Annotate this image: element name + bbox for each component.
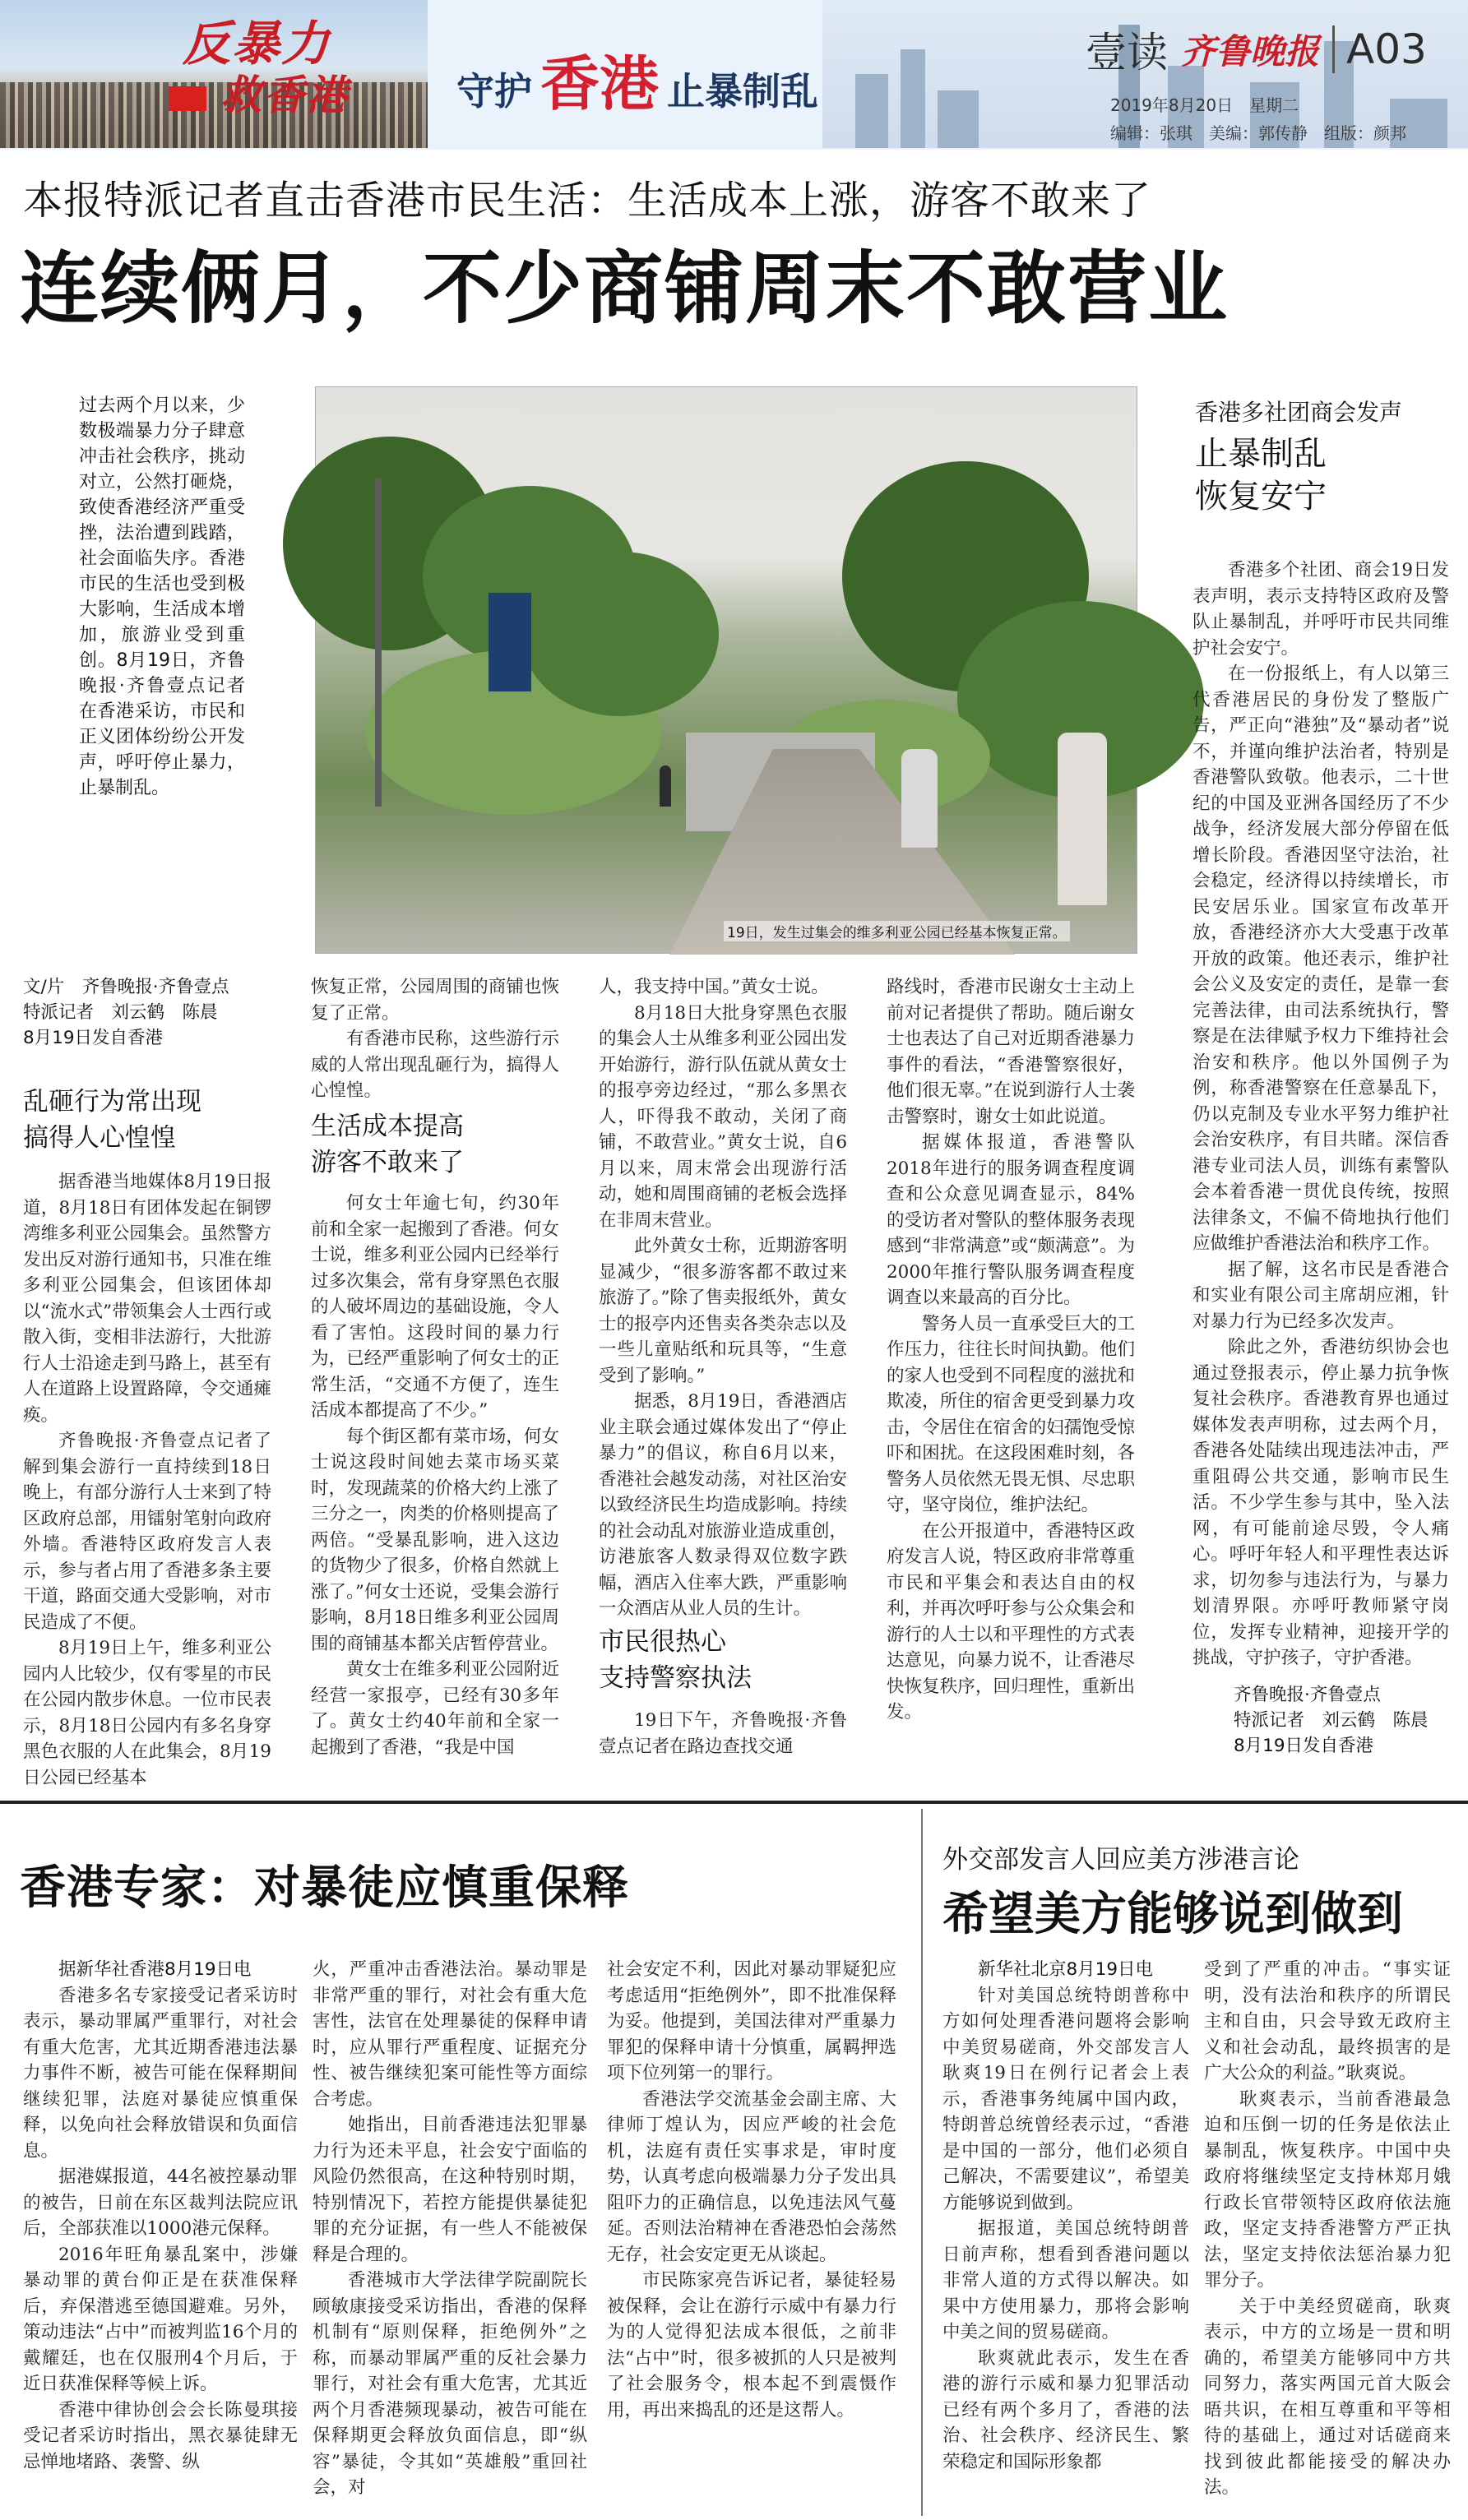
paragraph: 恢复正常，公园周围的商铺也恢复了正常。 — [311, 977, 559, 1024]
paragraph: 社会安定不利，因此对暴动罪疑犯应考虑适用“拒绝例外”，即不批准保释为妥。他提到，美国法律对严重暴力罪犯的保释申请十分慎重，属羁押选项下位列第一的罪行。 — [607, 1959, 896, 2083]
paragraph: 人，我支持中国。”黄女士说。 — [599, 977, 829, 997]
slogan — [456, 36, 818, 127]
lead-column-2 — [311, 1191, 559, 1759]
paragraph: 香港多名专家接受记者采访时表示，暴动罪属严重罪行，对社会有重大危害，尤其近期香港违法暴力事件不断，被告可能在保释期间继续犯罪，法庭对暴徒应慎重保释，以免向社会释放错误和负面信息。 — [23, 1985, 298, 2162]
page-header — [1086, 16, 1464, 82]
newspaper-logo: 齐鲁晚报 — [1181, 31, 1320, 72]
page-number: A03 — [1332, 25, 1427, 73]
story3-kicker: 外交部发言人回应美方涉港言论 — [942, 1845, 1299, 1875]
paragraph: 据媒体报道，香港警队2018年进行的服务调查程度调查和公众意见调查显示，84%的受访者对警队的整体服务表现感到“非常满意”或“颇满意”。为2000年推行警队服务调查程度调查以来最高的百分比。 — [887, 1132, 1135, 1308]
lead-column-3 — [599, 974, 847, 1619]
subhead-3 — [599, 1624, 752, 1696]
story2-headline: 香港专家：对暴徒应慎重保释 — [20, 1861, 629, 1915]
paragraph: 受到了严重的冲击。“事实证明，没有法治和秩序的所谓民主和自由，只会导致无政府主义和社会动乱，最终损害的是广大公众的利益。”耿爽说。 — [1204, 1959, 1451, 2083]
paragraph: 8月18日大批身穿黑色衣服的集会人士从维多利亚公园出发开始游行，游行队伍就从黄女士的报亭旁边经过，“那么多黑衣人，吓得我不敢动，关闭了商铺，不敢营业。”黄女士说，自6月以来，周末常会出现游行活动，她和周围商铺的老板会选择在非周末营业。 — [599, 1002, 847, 1231]
flag-icon — [169, 86, 206, 111]
lead-column-4 — [887, 974, 1135, 1759]
sidebar-headline: 止暴制乱 — [1195, 435, 1327, 473]
subhead-2 — [311, 1108, 464, 1181]
slogan-prefix: 守护 — [456, 69, 532, 113]
story2-column-2 — [313, 1957, 587, 2516]
paragraph: 在一份报纸上，有人以第三代香港居民的身份发了整版广告，严正向“港独”及“暴动者”说不，并谨向维护法治者，特别是香港警队致敬。他表示，二十世纪的中国及亚洲各国经历了不少战争，经济发展大部分停留在低增长阶段。香港因坚守法治，社会稳定，经济得以持续增长，市民安居乐业。国家宣布改革开放，香港经济亦大大受惠于改革开放的政策。他还表示，维护社会公义及安定的责任，是靠一套完善法律，由司法系统执行，警察是在法律赋予权力下维持社会治安和秩序。他以外国例子为例，称香港警察在任意暴乱下，仍以克制及专业水平努力维护社会治安秩序，有目共睹。深信香港专业司法人员，训练有素警队会本着香港一贯优良传统，按照法律条文，不偏不倚地执行他们应做维护香港法治和秩序工作。 — [1192, 664, 1449, 1254]
paragraph: 齐鲁晚报·齐鲁壹点记者了解到集会游行一直持续到18日晚上，有部分游行人士来到了特区政府总部，用镭射笔射向政府外墙。香港特区政府发言人表示，参与者占用了香港多条主要干道，路面交通大受影响，对市民造成了不便。 — [23, 1431, 271, 1633]
sidebar-headline: 恢复安宁 — [1195, 478, 1327, 516]
story2-column-1 — [23, 1957, 298, 2516]
paragraph: 据报道，美国总统特朗普日前声称，想看到香港问题以非常人道的方式得以解决。如果中方使用暴力，那将会影响中美之间的贸易磋商。 — [942, 2218, 1189, 2342]
photo-caption: 19日，发生过集会的维多利亚公园已经基本恢复正常。 — [724, 921, 1070, 941]
subhead-line: 乱砸行为常出现 — [23, 1087, 201, 1117]
paragraph: 她指出，目前香港违法犯罪暴力行为还未平息，社会安宁面临的风险仍然很高，在这种特别时期，特别情况下，若控方能提供暴徒犯罪的充分证据，有一些人不能被保释是合理的。 — [313, 2115, 587, 2265]
paragraph: 耿爽就此表示，发生在香港的游行示威和暴力犯罪活动已经有两个多月了，香港的法治、社会秩序、经济民生、繁荣稳定和国际形象都 — [942, 2347, 1189, 2472]
lead-headline: 连续俩月，不少商铺周末不敢营业 — [20, 243, 1229, 335]
lead-intro: 过去两个月以来，少数极端暴力分子肆意冲击社会秩序，挑动对立，公然打砸烧，致使香港经济严重受挫，法治遭到践踏，社会面临失序。香港市民的生活也受到极大影响，生活成本增加，旅游业受到重创。8月19日，齐鲁晚报·齐鲁壹点记者在香港采访，市民和正义团体纷纷公开发声，呼吁停止暴力，止暴制乱。 — [79, 395, 245, 798]
byline-line: 特派记者 刘云鹤 陈晨 — [1234, 1710, 1429, 1731]
paragraph: 香港多个社团、商会19日发表声明，表示支持特区政府及警队止暴制乱，并呼吁市民共同维护社会安宁。 — [1192, 560, 1449, 659]
story3-column-2 — [1204, 1957, 1451, 2516]
paragraph: 2016年旺角暴乱案中，涉嫌暴动罪的黄台仰正是在获准保释后，弃保潜逃至德国避难。另外，策动违法“占中”而被判监16个月的戴耀廷，也在仅服刑4个月后，于近日获准保释等候上诉。 — [23, 2244, 298, 2394]
subhead-line: 支持警察执法 — [599, 1663, 752, 1693]
lead-column-3-tail — [599, 1708, 847, 1760]
subhead-line: 游客不敢来了 — [311, 1148, 464, 1177]
paragraph: 此外黄女士称，近期游客明显减少，“很多游客都不敢过来旅游了。”除了售卖报纸外，黄女士的报亭内还售卖各类杂志以及一些儿童贴纸和玩具等，“生意受到了影响。” — [599, 1236, 847, 1386]
paragraph: 在公开报道中，香港特区政府发言人说，特区政府非常尊重市民和平集会和表达自由的权利，并再次呼吁参与公众集会和游行的人士以和平理性的方式表达意见，向暴力说不，让香港尽快恢复秩序，回归理性，重新出发。 — [887, 1520, 1135, 1722]
paragraph: 针对美国总统特朗普称中方如何处理香港问题将会影响中美贸易磋商，外交部发言人耿爽19日在例行记者会上表示，香港事务纯属中国内政，特朗普总统曾经表示过，“香港是中国的一部分，他们必须自己解决，不需要建议”，希望美方能够说到做到。 — [942, 1985, 1189, 2213]
subhead-line: 市民很热心 — [599, 1627, 726, 1657]
paragraph: 除此之外，香港纺织协会也通过登报表示，停止暴力抗争恢复社会秩序。香港教育界也通过媒体发表声明称，过去两个月，香港各处陆续出现违法冲击，严重阻碍公共交通，影响市民生活。不少学生参与其中，坠入法网，有可能前途尽毁，令人痛心。呼吁年轻人和平理性表达诉求，切勿参与违法行为，与暴力划清界限。亦呼吁教师紧守岗位，发挥专业精神，迎接开学的挑战，守护孩子，守护香港。 — [1192, 1337, 1449, 1668]
story3-dateline: 新华社北京8月19日电 — [978, 1959, 1154, 1980]
byline-line: 齐鲁晚报·齐鲁壹点 — [1234, 1685, 1381, 1705]
slogan-suffix: 止暴制乱 — [667, 69, 819, 113]
park-photo — [315, 386, 1137, 954]
editor-credits: 编辑：张琪 美编：郭传静 组版：颜邦 — [1110, 123, 1406, 143]
subhead-line: 生活成本提高 — [311, 1112, 464, 1141]
paragraph: 有香港市民称，这些游行示威的人常出现乱砸行为，搞得人心惶惶。 — [311, 1029, 559, 1101]
paragraph: 香港法学交流基金会副主席、大律师丁煌认为，因应严峻的社会危机，法庭有责任实事求是，审时度势，认真考虑向极端暴力分子发出具阻吓力的正确信息，以免违法风气蔓延。否则法治精神在香港恐怕会荡然无存，社会安定更无从谈起。 — [607, 2088, 896, 2265]
byline-line: 文/片 齐鲁晚报·齐鲁壹点 — [23, 977, 229, 997]
paragraph: 火，严重冲击香港法治。暴动罪是非常严重的罪行，对社会有重大危害性，法官在处理暴徒的保释申请时，应从罪行严重程度、证据充分性、被告继续犯案可能性等方面综合考虑。 — [313, 1959, 587, 2110]
column-divider — [921, 1809, 923, 2516]
story3-headline: 希望美方能够说到做到 — [942, 1888, 1403, 1941]
byline-line: 8月19日发自香港 — [1234, 1736, 1374, 1756]
paragraph: 据港媒报道，44名被控暴动罪的被告，日前在东区裁判法院应讯后，全部获准以1000港元保释。 — [23, 2166, 298, 2239]
paragraph: 据了解，这名市民是香港合和实业有限公司主席胡应湘，针对暴力行为已经多次发声。 — [1192, 1259, 1449, 1332]
paragraph: 19日下午，齐鲁晚报·齐鲁壹点记者在路边查找交通 — [599, 1710, 847, 1757]
subhead-line: 搞得人心惶惶 — [23, 1123, 176, 1153]
paragraph: 警务人员一直承受巨大的工作压力，往往长时间执勤。他们的家人也受到不同程度的滋扰和欺凌，所住的宿舍更受到暴力攻击，令居住在宿舍的妇孺饱受惊吓和困扰。在这段困难时刻，各警务人员依然无畏无惧、尽忠职守，坚守岗位，维护法纪。 — [887, 1313, 1135, 1515]
byline-line: 8月19日发自香港 — [23, 1028, 164, 1048]
paragraph: 何女士年逾七旬，约30年前和全家一起搬到了香港。何女士说，维多利亚公园内已经举行过多次集会，常有身穿黑色衣服的人破坏周边的基础设施，令人看了害怕。这段时间的暴力行为，已经严重影响了何女士的正常生活，“交通不方便了，连生活成本都提高了不少。” — [311, 1193, 559, 1421]
sidebar-column — [1192, 557, 1449, 1680]
lead-byline — [23, 974, 229, 1051]
byline-line: 特派记者 刘云鹤 陈晨 — [23, 1002, 218, 1023]
paragraph: 耿爽表示，当前香港最急迫和压倒一切的任务是依法止暴制乱，恢复秩序。中国中央政府将继续坚定支持林郑月娥行政长官带领特区政府依法施政，坚定支持香港警方严正执法，坚定支持依法惩治暴力犯罪分子。 — [1204, 2088, 1451, 2291]
lead-column-2-top — [311, 974, 559, 1101]
story3-column-1 — [942, 1957, 1189, 2516]
paragraph: 8月19日上午，维多利亚公园内人比较少，仅有零星的市民在公园内散步休息。一位市民表示，8月18日公园内有多名身穿黑色衣服的人在此集会，8月19日公园已经基本 — [23, 1638, 271, 1788]
sidebar-headline-block — [1195, 395, 1402, 518]
section-divider — [0, 1801, 1468, 1804]
issue-date: 2019年8月20日 星期二 — [1110, 95, 1299, 115]
banner-image — [0, 0, 428, 148]
paragraph: 市民陈家亮告诉记者，暴徒轻易被保释，会让在游行示威中有暴力行为的人觉得犯法成本很低，之前非法“占中”时，很多被抓的人只是被判了社会服务令，根本起不到震慑作用，再出来捣乱的还是这帮人。 — [607, 2270, 896, 2421]
banner-line-1: 反暴力 — [183, 16, 331, 72]
crowd-illustration — [0, 82, 428, 148]
subhead-1 — [23, 1084, 201, 1156]
paragraph: 据悉，8月19日，香港酒店业主联会通过媒体发出了“停止暴力”的倡议，称自6月以来，香港社会越发动荡，对社区治安以致经济民生均造成影响。持续的社会动乱对旅游业造成重创，访港旅客人数录得双位数字跌幅，酒店入住率大跌，严重影响一众酒店从业人员的生计。 — [599, 1391, 847, 1619]
slogan-highlight: 香港 — [540, 49, 660, 118]
banner-line-2: 救香港 — [220, 71, 349, 119]
story2-dateline: 据新华社香港8月19日电 — [58, 1959, 252, 1980]
paragraph: 每个街区都有菜市场，何女士说这段时间她去菜市场买菜时，发现蔬菜的价格大约上涨了三分之一，肉类的价格则提高了两倍。“受暴乱影响，进入这边的货物少了很多，价格自然就上涨了。”何女士还说，受集会游行影响，8月18日维多利亚公园周围的商铺基本都关店暂停营业。 — [311, 1426, 559, 1654]
signpost — [489, 593, 531, 691]
paragraph: 关于中美经贸磋商，耿爽表示，中方的立场是一贯和明确的，希望美方能够同中方共同努力，落实两国元首大阪会晤共识，在相互尊重和平等相待的基础上，通过对话磋商来找到彼此都能接受的解决办法。 — [1204, 2296, 1451, 2498]
paragraph: 香港城市大学法律学院副院长顾敏康接受采访指出，香港的保释机制有“原则保释，拒绝例外”之称，而暴动罪属严重的反社会暴力罪行，对社会有重大危害，尤其近两个月香港频现暴动，被告可能在保释期更会释放负面信息，即“纵容”暴徒，令其如“英雄般”重回社会，对 — [313, 2270, 587, 2498]
paragraph: 香港中律协创会会长陈曼琪接受记者采访时指出，黑衣暴徒肆无忌惮地堵路、袭警、纵 — [23, 2399, 298, 2472]
lead-column-1 — [23, 1169, 271, 1788]
masthead — [0, 0, 1468, 150]
lead-kicker: 本报特派记者直击香港市民生活：生活成本上涨，游客不敢来了 — [23, 178, 1152, 224]
sidebar-byline — [1234, 1682, 1429, 1759]
paragraph: 黄女士在维多利亚公园附近经营一家报亭，已经有30多年了。黄女士约40年前和全家一起搬到了香港，“我是中国 — [311, 1659, 559, 1758]
paragraph: 据香港当地媒体8月19日报道，8月18日有团体发起在铜锣湾维多利亚公园集会。虽然警方发出反对游行通知书，只准在维多利亚公园集会，但该团体却以“流水式”带领集会人士西行或散入街，变相非法游行，大批游行人士沿途走到马路上，甚至有人在道路上设置路障，令交通瘫痪。 — [23, 1172, 271, 1426]
paragraph: 路线时，香港市民谢女士主动上前对记者提供了帮助。随后谢女士也表达了自己对近期香港暴力事件的看法，“香港警察很好，他们很无辜。”在说到游行人士袭击警察时，谢女士如此说道。 — [887, 977, 1135, 1127]
story2-column-3 — [607, 1957, 896, 2516]
section-label: 壹读 — [1086, 29, 1168, 76]
sidebar-kicker: 香港多社团商会发声 — [1195, 399, 1403, 426]
